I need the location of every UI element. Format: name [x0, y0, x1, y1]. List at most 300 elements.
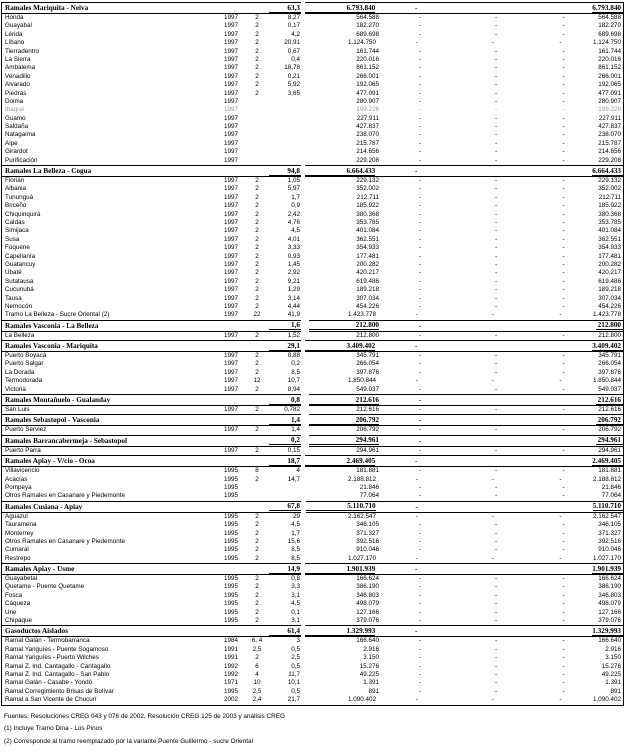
dash-cell: -	[562, 637, 565, 645]
row-diameter: 2	[255, 352, 259, 360]
dash-cell: -	[494, 185, 498, 193]
section-value: 294.961	[309, 436, 379, 445]
row-length-km: 0,8	[291, 575, 300, 583]
row-year: 1997	[223, 139, 238, 147]
row-year: 1991	[223, 645, 238, 653]
row-diameter: 2	[255, 521, 259, 529]
dash-cell: -	[562, 177, 565, 185]
row-diameter: 2	[255, 537, 259, 545]
row-year: 1997	[223, 235, 238, 243]
table-row	[2, 663, 623, 671]
dash-cell: -	[494, 22, 498, 30]
row-total: 2.188.812	[592, 475, 621, 483]
dash-cell: -	[494, 277, 498, 285]
row-year: 1984	[223, 637, 238, 645]
dash-cell: -	[494, 583, 498, 591]
row-total: 307.034	[598, 294, 621, 302]
dash-cell: -	[494, 64, 498, 72]
row-length-km: 18,78	[284, 64, 300, 72]
dash-cell: -	[559, 512, 562, 520]
row-value: 346.803	[356, 591, 379, 599]
row-value: 454.226	[356, 302, 379, 310]
row-name: Tierradentro	[5, 47, 40, 55]
dash-cell: -	[418, 416, 422, 425]
row-total: 77.064	[601, 492, 621, 500]
row-value: 549.037	[356, 385, 379, 393]
dash-cell: -	[415, 565, 418, 574]
row-left	[2, 131, 301, 139]
dash-cell: -	[418, 185, 422, 193]
dash-cell: -	[494, 55, 498, 63]
dash-cell: -	[415, 554, 419, 562]
dash-cell: -	[415, 342, 418, 351]
row-total: 161.744	[598, 47, 621, 55]
row-left	[2, 140, 301, 148]
row-right	[309, 600, 623, 608]
row-length-km: 3,14	[287, 294, 300, 302]
dash-cell: -	[494, 368, 498, 376]
row-total: 15.276	[601, 662, 621, 670]
row-value: 380.368	[356, 210, 379, 218]
dash-cell: -	[494, 244, 498, 252]
dash-cell: -	[418, 679, 422, 687]
row-value: 353.785	[356, 218, 379, 226]
row-year: 1995	[223, 546, 238, 554]
table-row	[2, 447, 623, 455]
section-left	[2, 165, 301, 177]
table-row	[2, 513, 623, 521]
row-length-km: 15,6	[287, 537, 300, 545]
dash-cell: -	[562, 617, 565, 625]
row-right	[306, 696, 623, 704]
section-header-row	[2, 340, 623, 352]
row-left	[2, 261, 301, 269]
dash-cell: -	[562, 575, 565, 583]
dash-cell: -	[418, 385, 422, 393]
row-total: 353.785	[598, 218, 621, 226]
dash-cell: -	[418, 537, 422, 545]
dash-cell: -	[562, 218, 565, 226]
row-diameter: 2	[255, 39, 259, 47]
row-value: 477.091	[356, 89, 379, 97]
row-left	[2, 332, 301, 340]
row-year: 1992	[223, 671, 238, 678]
row-total: 454.226	[598, 302, 621, 310]
row-year: 1997	[223, 14, 238, 21]
dash-cell: -	[418, 426, 422, 434]
row-diameter: 2	[255, 269, 259, 277]
row-name: Doima	[5, 97, 24, 105]
row-right	[306, 476, 623, 484]
table-row	[2, 261, 623, 269]
row-length-km: 0,5	[291, 645, 300, 653]
dash-cell: -	[562, 89, 565, 97]
dash-cell: -	[562, 608, 565, 616]
row-right	[309, 73, 623, 81]
row-total: 346.105	[598, 521, 621, 529]
dash-cell: -	[418, 654, 422, 662]
row-right	[309, 157, 623, 165]
dash-cell: -	[562, 294, 565, 302]
row-total: 185.922	[598, 202, 621, 210]
dash-cell: -	[415, 39, 419, 47]
row-name: Guatancuy	[5, 260, 36, 268]
row-total: 49.225	[601, 671, 621, 678]
dash-cell: -	[559, 475, 562, 483]
row-diameter: 2	[255, 529, 259, 537]
dash-cell: -	[562, 81, 565, 89]
row-total: 354.933	[598, 244, 621, 252]
row-left	[2, 64, 301, 72]
row-diameter: 2	[255, 227, 259, 235]
row-right	[309, 546, 623, 554]
row-year: 1997	[223, 114, 238, 122]
row-right	[309, 81, 623, 89]
section-header-row	[2, 625, 623, 637]
row-left	[2, 39, 301, 47]
section-total: 2.469.405	[592, 456, 621, 465]
row-total: 910.046	[598, 546, 621, 554]
section-total: 212.800	[597, 321, 621, 330]
row-value: 189.218	[356, 286, 379, 294]
row-left	[2, 609, 301, 617]
dash-cell: -	[418, 148, 422, 156]
row-right	[309, 48, 623, 56]
row-left	[2, 377, 301, 385]
row-right	[306, 39, 623, 47]
row-right	[309, 185, 623, 193]
dash-cell: -	[494, 645, 498, 653]
row-diameter: 2	[255, 277, 259, 285]
table-row	[2, 56, 623, 64]
dash-cell: -	[562, 252, 565, 260]
row-year: 1995	[223, 583, 238, 591]
row-total: 266.001	[598, 72, 621, 80]
row-right	[306, 377, 623, 385]
row-left	[2, 253, 301, 261]
dash-cell: -	[418, 331, 422, 339]
row-left	[2, 219, 301, 227]
section-length-km: 61,4	[269, 627, 301, 636]
sources-note: Fuentes: Resoluciones CREG 043 y 076 de 2002, Resolución CREG 125 de 2003 y análisis CREG	[4, 712, 285, 720]
row-name: Ramal Z. Ind. Cantagallo - San Pablo	[5, 671, 110, 678]
row-right	[309, 426, 623, 434]
footnote-2: (2) Corresponde al tramo reemplazado por la variante Puente Guillermo - sucre Oriental	[4, 737, 253, 745]
table-row	[2, 39, 623, 47]
row-length-km: 21,7	[287, 696, 300, 704]
row-total: 238.070	[598, 131, 621, 139]
row-length-km: 14,7	[287, 475, 300, 483]
row-diameter: 2,5	[252, 687, 262, 695]
row-value: 15.276	[359, 662, 379, 670]
row-name: Ramal Z. Ind. Cantagallo - Cantagallo	[5, 662, 111, 670]
dash-cell: -	[562, 521, 565, 529]
row-year: 1995	[223, 600, 238, 608]
dash-cell: -	[418, 662, 422, 670]
row-left	[2, 617, 301, 625]
row-diameter: 2	[255, 244, 259, 252]
table-row	[2, 123, 623, 131]
dash-cell: -	[494, 156, 498, 164]
row-diameter: 2	[255, 446, 259, 454]
row-year: 1997	[223, 39, 238, 47]
row-year: 1997	[223, 177, 238, 185]
section-value: 2.469.405	[305, 457, 375, 466]
dash-cell: -	[415, 311, 419, 319]
dash-cell: -	[494, 492, 498, 500]
row-name: Monterrey	[5, 529, 34, 537]
row-right	[306, 311, 623, 319]
row-total: 212.616	[598, 406, 621, 414]
dash-cell: -	[418, 260, 422, 268]
row-name: Cáqueza	[5, 600, 31, 608]
section-length-km: 94,8	[269, 167, 301, 176]
dash-cell: -	[562, 368, 565, 376]
row-total: 1.423.778	[592, 311, 621, 319]
row-length-km: 8,5	[291, 546, 300, 554]
row-length-km: 8,5	[291, 554, 300, 562]
dash-cell: -	[418, 244, 422, 252]
table-row	[2, 592, 623, 600]
section-left	[2, 501, 301, 513]
dash-cell: -	[418, 436, 422, 445]
row-value: 371.327	[356, 529, 379, 537]
dash-cell: -	[418, 368, 422, 376]
row-total: 619.486	[598, 277, 621, 285]
row-year: 1971	[223, 679, 238, 687]
section-header-row	[2, 414, 623, 426]
row-value: 362.551	[356, 235, 379, 243]
row-value: 214.656	[356, 148, 379, 156]
row-name: La Dorada	[5, 368, 35, 376]
row-value: 345.791	[356, 352, 379, 360]
section-right	[309, 435, 623, 447]
row-diameter: 2	[255, 185, 259, 193]
row-value: 1.423.778	[347, 311, 376, 319]
row-left	[2, 646, 301, 654]
row-name: Aipe	[5, 139, 18, 147]
row-length-km: 11,7	[288, 671, 300, 678]
section-value: 6.793.840	[305, 4, 375, 13]
dash-cell: -	[494, 177, 498, 185]
row-right	[309, 654, 623, 662]
row-left	[2, 56, 301, 64]
dash-cell: -	[418, 252, 422, 260]
section-left	[2, 320, 301, 332]
section-title: Ramales Sebastopol - Vasconia	[5, 416, 100, 425]
row-diameter: 2	[255, 218, 259, 226]
row-left	[2, 157, 301, 165]
section-header-row	[2, 501, 623, 513]
dash-cell: -	[562, 546, 565, 554]
row-right	[309, 360, 623, 368]
row-left	[2, 73, 301, 81]
row-left	[2, 106, 301, 114]
section-header-row	[2, 563, 623, 575]
row-left	[2, 227, 301, 235]
dash-cell: -	[494, 591, 498, 599]
row-length-km: 2,42	[287, 210, 300, 218]
dash-cell: -	[494, 637, 498, 645]
dash-cell: -	[494, 114, 498, 122]
section-header-row	[2, 165, 623, 177]
dash-cell: -	[415, 696, 419, 704]
dash-cell: -	[494, 260, 498, 268]
row-value: 185.922	[356, 202, 379, 210]
row-name: Ramal Yariguíes - Puerto Wilches	[5, 654, 99, 662]
row-left	[2, 14, 301, 22]
row-name: Chipaque	[5, 617, 32, 625]
row-diameter: 2,4	[252, 696, 262, 704]
row-diameter: 2	[255, 360, 259, 368]
section-title: Ramales Cusiana - Apiay	[5, 502, 83, 511]
dash-cell: -	[562, 148, 565, 156]
dash-cell: -	[494, 331, 498, 339]
dash-cell: -	[494, 360, 498, 368]
dash-cell: -	[418, 286, 422, 294]
dash-cell: -	[562, 123, 565, 131]
row-value: 1.124.750	[347, 39, 376, 47]
dash-cell: -	[494, 654, 498, 662]
row-year: 1995	[223, 492, 238, 500]
dash-cell: -	[418, 591, 422, 599]
row-diameter: 2	[255, 235, 259, 243]
dash-cell: -	[494, 679, 498, 687]
row-value: 77.064	[359, 492, 379, 500]
row-left	[2, 530, 301, 538]
row-diameter: 2	[255, 47, 259, 55]
row-right	[309, 583, 623, 591]
table-row	[2, 303, 623, 311]
dash-cell: -	[418, 193, 422, 201]
table-row	[2, 278, 623, 286]
row-length-km: 1,05	[287, 177, 300, 185]
row-diameter: 2	[255, 512, 259, 520]
row-diameter: 2	[255, 385, 259, 393]
row-year: 1997	[223, 22, 238, 30]
row-left	[2, 90, 301, 98]
row-length-km: 10,7	[287, 377, 300, 385]
row-name: Aguazul	[5, 512, 28, 520]
dash-cell: -	[418, 687, 422, 695]
table-row	[2, 253, 623, 261]
table-row	[2, 484, 623, 492]
row-value: 181.881	[356, 467, 379, 475]
row-total: 212.711	[598, 193, 621, 201]
dash-cell: -	[494, 123, 498, 131]
row-total: 861.152	[598, 64, 621, 72]
table-row	[2, 236, 623, 244]
row-value: 3.150	[363, 654, 379, 662]
table-row	[2, 600, 623, 608]
row-right	[309, 575, 623, 583]
table-row	[2, 244, 623, 252]
section-value: 212.616	[309, 396, 379, 405]
row-total: 280.907	[598, 97, 621, 105]
row-total: 427.837	[598, 123, 621, 131]
table-row	[2, 555, 623, 563]
row-value: 891	[368, 687, 379, 695]
section-value: 1.329.993	[305, 627, 375, 636]
section-title: Gasoductos Aislados	[5, 627, 68, 636]
table-row	[2, 177, 623, 185]
dash-cell: -	[491, 696, 495, 704]
row-diameter: 2	[255, 202, 259, 210]
row-total: 1.391	[605, 679, 621, 687]
table-row	[2, 646, 623, 654]
dash-cell: -	[415, 457, 418, 466]
dash-cell: -	[418, 269, 422, 277]
section-title: Ramales La Belleza - Cogua	[5, 167, 92, 176]
row-name: Lérida	[5, 30, 23, 38]
row-length-km: 4,2	[291, 30, 300, 38]
row-diameter: 2	[255, 72, 259, 80]
row-length-km: 1,7	[291, 193, 300, 201]
dash-cell: -	[418, 30, 422, 38]
row-right	[309, 194, 623, 202]
dash-cell: -	[418, 123, 422, 131]
row-diameter: 2	[255, 55, 259, 63]
row-total: 379.076	[598, 617, 621, 625]
row-diameter: 2	[255, 591, 259, 599]
row-right	[309, 31, 623, 39]
section-value: 5.110.710	[306, 502, 376, 511]
row-right	[309, 227, 623, 235]
dash-cell: -	[418, 106, 422, 114]
dash-cell: -	[418, 302, 422, 310]
row-right	[309, 286, 623, 294]
row-name: Otros Ramales en Casanare y Piedemonte	[5, 537, 126, 545]
row-name: Pompeya	[5, 483, 32, 491]
row-value: 266.001	[356, 72, 379, 80]
row-length-km: 0,21	[287, 72, 300, 80]
dash-cell: -	[562, 227, 565, 235]
dash-cell: -	[562, 483, 565, 491]
section-right	[309, 320, 623, 332]
row-length-km: 29	[292, 512, 300, 520]
row-right	[309, 295, 623, 303]
row-year: 1997	[223, 446, 238, 454]
row-name: Guayabal	[5, 22, 32, 30]
dash-cell: -	[491, 475, 495, 483]
row-value: 206.792	[356, 426, 379, 434]
dash-cell: -	[562, 426, 565, 434]
row-left	[2, 295, 301, 303]
dash-cell: -	[494, 426, 498, 434]
table-row	[2, 115, 623, 123]
row-year: 1997	[223, 302, 238, 310]
section-total: 6.664.433	[592, 166, 621, 175]
row-length-km: 4,01	[287, 235, 300, 243]
row-name: Girardot	[5, 148, 28, 156]
section-left	[2, 435, 301, 447]
row-total: 266.054	[598, 360, 621, 368]
row-right	[309, 646, 623, 654]
table-row	[2, 106, 623, 114]
table-row	[2, 696, 623, 704]
row-year: 1995	[223, 521, 238, 529]
row-right	[309, 236, 623, 244]
dash-cell: -	[494, 72, 498, 80]
row-diameter: 2	[255, 260, 259, 268]
dash-cell: -	[494, 193, 498, 201]
row-left	[2, 476, 301, 484]
row-name: Victoria	[5, 385, 26, 393]
table-row	[2, 546, 623, 554]
row-right	[309, 14, 623, 22]
row-total: 362.551	[598, 235, 621, 243]
row-year: 1995	[223, 617, 238, 625]
